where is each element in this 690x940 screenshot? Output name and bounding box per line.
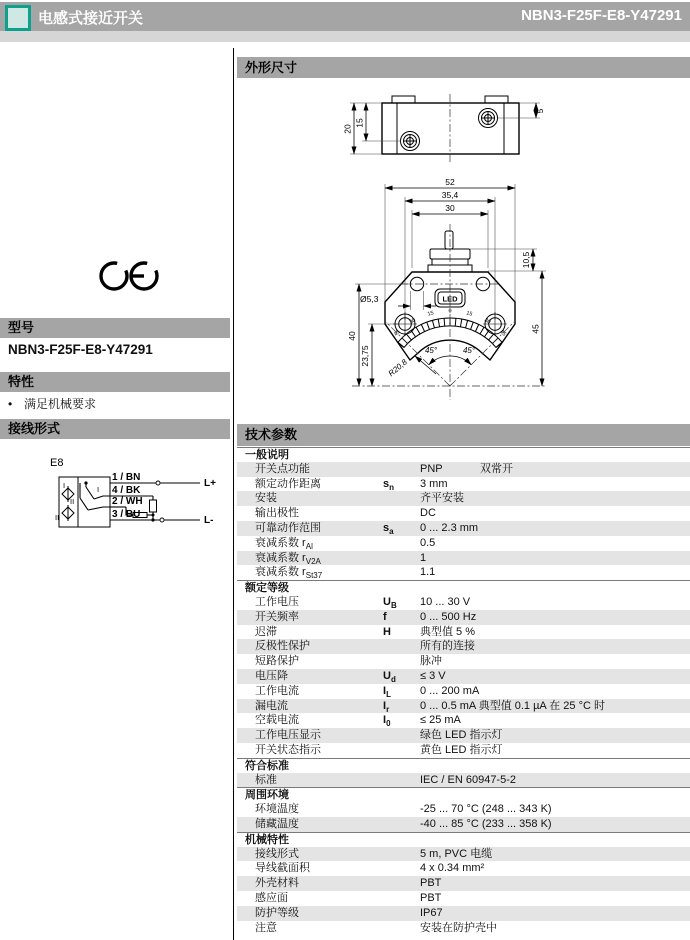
model-number: NBN3-F25F-E8-Y47291 bbox=[8, 342, 153, 357]
scale-tick-label: 15 bbox=[465, 310, 474, 318]
angle-right-label: 45° bbox=[462, 346, 476, 355]
spec-symbol: $I_L$ bbox=[383, 684, 391, 699]
spec-value: 安装在防护壳中 bbox=[420, 921, 497, 934]
spec-value: 1 bbox=[420, 551, 427, 564]
spec-table bbox=[237, 447, 690, 935]
spec-symbol: $U_d$ bbox=[383, 669, 396, 685]
spec-value: -40 ... 85 °C (233 ... 358 K) bbox=[420, 817, 552, 830]
spec-label: 工作电流 bbox=[255, 684, 299, 697]
spec-label: 漏电流 bbox=[255, 699, 288, 712]
spec-value: 3 mm bbox=[420, 477, 448, 490]
scale-tick-label: 15 bbox=[426, 310, 435, 318]
scale-tick-label: 0 bbox=[448, 308, 452, 315]
spec-label: 衰减系数 $r_{St37}$ bbox=[255, 566, 323, 581]
wire-label-bk: 4 / BK bbox=[112, 485, 141, 496]
spec-symbol: $I_r$ bbox=[383, 699, 390, 714]
spec-section-title: 一般说明 bbox=[237, 447, 690, 462]
feature-item bbox=[8, 395, 96, 412]
spec-value: PNP bbox=[420, 462, 443, 475]
spec-row bbox=[237, 891, 690, 906]
switch-label-1: I bbox=[97, 485, 100, 494]
spec-label: 开关状态指示 bbox=[255, 743, 321, 756]
spec-row bbox=[237, 477, 690, 492]
spec-row bbox=[237, 595, 690, 610]
spec-row bbox=[237, 610, 690, 625]
spec-row bbox=[237, 639, 690, 654]
spec-label: 储藏温度 bbox=[255, 817, 299, 830]
radius-label: R20,8 bbox=[386, 357, 409, 379]
spec-label: 开关频率 bbox=[255, 610, 299, 623]
frontview-dim-2375: 23,75 bbox=[360, 345, 370, 367]
sensor-label-2: II bbox=[55, 513, 60, 522]
frontview-dim-hole-dia: Ø5,3 bbox=[360, 294, 379, 304]
spec-row bbox=[237, 802, 690, 817]
frontview-dim-52: 52 bbox=[445, 177, 455, 187]
spec-label: 接线形式 bbox=[255, 847, 299, 860]
spec-value: 绿色 LED 指示灯 bbox=[420, 729, 503, 742]
spec-value: ≤ 25 mA bbox=[420, 714, 461, 727]
spec-row bbox=[237, 684, 690, 699]
spec-label: 额定动作距离 bbox=[255, 477, 321, 490]
spec-value: IP67 bbox=[420, 906, 443, 919]
spec-value: 脉冲 bbox=[420, 655, 442, 668]
wire-label-wh: 2 / WH bbox=[112, 496, 143, 507]
spec-value-2: 双常开 bbox=[480, 462, 513, 475]
spec-value: IEC / EN 60947-5-2 bbox=[420, 773, 516, 786]
spec-value: 0 ... 2.3 mm bbox=[420, 521, 479, 534]
spec-label: 工作电压显示 bbox=[255, 729, 321, 742]
spec-row bbox=[237, 817, 690, 832]
wiring-diagram bbox=[0, 448, 230, 563]
front-view-drawing bbox=[330, 172, 690, 404]
spec-label: 电压降 bbox=[255, 669, 288, 682]
switch-label-2: II bbox=[70, 497, 75, 506]
spec-label: 环境温度 bbox=[255, 803, 299, 816]
scale-tick-label: 30 bbox=[483, 317, 492, 326]
spec-row bbox=[237, 491, 690, 506]
frontview-dim-354: 35,4 bbox=[441, 190, 459, 200]
led-label: LED bbox=[442, 294, 458, 304]
spec-section-title: 机械特性 bbox=[237, 832, 690, 847]
brand-logo-icon bbox=[5, 5, 31, 31]
spec-row bbox=[237, 654, 690, 669]
spec-row bbox=[237, 565, 690, 580]
spec-label: 工作电压 bbox=[255, 595, 299, 608]
frontview-dim-30: 30 bbox=[445, 203, 455, 213]
feature-text: 满足机械要求 bbox=[24, 397, 97, 411]
spec-label: 开关点功能 bbox=[255, 462, 310, 475]
spec-value: 齐平安装 bbox=[420, 492, 464, 505]
spec-symbol: $I_0$ bbox=[383, 714, 391, 729]
scale-tick-label: 30 bbox=[408, 317, 417, 326]
model-heading-bar: 型号 bbox=[0, 318, 230, 338]
spec-row bbox=[237, 906, 690, 921]
page-title: 电感式接近开关 bbox=[38, 10, 144, 27]
spec-label: 衰减系数 $r_{V2A}$ bbox=[255, 551, 321, 566]
spec-section-title: 周围环境 bbox=[237, 787, 690, 802]
wiring-diagram-id: E8 bbox=[50, 457, 64, 469]
spec-row bbox=[237, 876, 690, 891]
spec-label: 短路保护 bbox=[255, 655, 299, 668]
spec-value: 0 ... 0.5 mA 典型值 0.1 µA 在 25 °C 时 bbox=[420, 699, 605, 712]
topview-dim-20: 20 bbox=[342, 124, 353, 134]
spec-value: 0 ... 500 Hz bbox=[420, 610, 477, 623]
spec-row bbox=[237, 521, 690, 536]
spec-value: 所有的连接 bbox=[420, 640, 475, 653]
spec-value: 黄色 LED 指示灯 bbox=[420, 743, 503, 756]
spec-label: 输出极性 bbox=[255, 507, 299, 520]
dimensions-heading-bar: 外形尺寸 bbox=[237, 57, 690, 78]
spec-label: 衰减系数 $r_{Al}$ bbox=[255, 536, 313, 551]
column-divider bbox=[233, 48, 234, 940]
spec-row bbox=[237, 743, 690, 758]
spec-symbol: f bbox=[383, 610, 387, 623]
specs-heading-bar: 技术参数 bbox=[237, 424, 690, 446]
spec-row bbox=[237, 536, 690, 551]
wire-label-bu: 3 / BU bbox=[112, 509, 141, 520]
spec-symbol: $s_a$ bbox=[383, 521, 394, 537]
page-header bbox=[0, 2, 690, 31]
spec-row bbox=[237, 506, 690, 521]
angle-left-label: 45° bbox=[424, 346, 438, 355]
spec-value: 典型值 5 % bbox=[420, 625, 476, 638]
spec-row bbox=[237, 773, 690, 788]
connection-heading-bar: 接线形式 bbox=[0, 419, 230, 439]
spec-row bbox=[237, 669, 690, 684]
spec-value: PBT bbox=[420, 891, 442, 904]
supply-plus-label: L+ bbox=[204, 478, 216, 489]
spec-label: 安装 bbox=[255, 492, 277, 505]
spec-row bbox=[237, 625, 690, 640]
header-substrip bbox=[0, 31, 690, 42]
spec-label: 可靠动作范围 bbox=[255, 521, 321, 534]
spec-row bbox=[237, 861, 690, 876]
spec-symbol: $s_n$ bbox=[383, 477, 395, 492]
supply-minus-label: L- bbox=[204, 515, 214, 526]
features-heading-bar: 特性 bbox=[0, 372, 230, 392]
spec-label: 感应面 bbox=[255, 891, 288, 904]
spec-value: 0.5 bbox=[420, 536, 436, 549]
spec-value: 4 x 0.34 mm² bbox=[420, 862, 485, 875]
topview-dim-5: 5 bbox=[535, 108, 545, 114]
spec-label: 迟滞 bbox=[255, 625, 277, 638]
spec-value: 0 ... 200 mA bbox=[420, 684, 480, 697]
spec-row bbox=[237, 921, 690, 936]
frontview-dim-105: 10,5 bbox=[521, 251, 531, 269]
spec-value: ≤ 3 V bbox=[420, 669, 446, 682]
spec-label: 标准 bbox=[255, 773, 277, 786]
spec-symbol: H bbox=[383, 625, 391, 638]
spec-value: 5 m, PVC 电缆 bbox=[420, 847, 493, 860]
frontview-dim-40: 40 bbox=[347, 331, 357, 341]
spec-row bbox=[237, 847, 690, 862]
spec-section-title: 符合标准 bbox=[237, 758, 690, 773]
frontview-dim-45: 45 bbox=[530, 324, 541, 334]
scale-tick-label: 45 bbox=[393, 329, 402, 338]
spec-symbol: $U_B$ bbox=[383, 595, 397, 611]
part-number: NBN3-F25F-E8-Y47291 bbox=[521, 7, 682, 24]
wire-label-bn: 1 / BN bbox=[112, 472, 141, 483]
spec-value: -25 ... 70 °C (248 ... 343 K) bbox=[420, 803, 552, 816]
spec-value: DC bbox=[420, 507, 436, 520]
spec-label: 防护等级 bbox=[255, 906, 299, 919]
spec-value: 10 ... 30 V bbox=[420, 595, 471, 608]
spec-section-title: 额定等级 bbox=[237, 580, 690, 595]
spec-row bbox=[237, 699, 690, 714]
spec-row bbox=[237, 462, 690, 477]
spec-value: PBT bbox=[420, 877, 442, 890]
spec-value: 1.1 bbox=[420, 566, 436, 579]
spec-label: 外壳材料 bbox=[255, 877, 299, 890]
top-view-drawing bbox=[340, 92, 560, 167]
bullet-icon: • bbox=[8, 397, 13, 411]
spec-row bbox=[237, 713, 690, 728]
topview-dim-15: 15 bbox=[354, 118, 365, 128]
ce-mark bbox=[96, 258, 160, 294]
scale-tick-label: 45 bbox=[498, 329, 507, 338]
spec-row bbox=[237, 728, 690, 743]
sensor-label-1: I bbox=[63, 481, 66, 490]
spec-label: 导线截面积 bbox=[255, 862, 310, 875]
spec-label: 空载电流 bbox=[255, 714, 299, 727]
spec-label: 反极性保护 bbox=[255, 640, 310, 653]
spec-label: 注意 bbox=[255, 921, 277, 934]
spec-row bbox=[237, 551, 690, 566]
